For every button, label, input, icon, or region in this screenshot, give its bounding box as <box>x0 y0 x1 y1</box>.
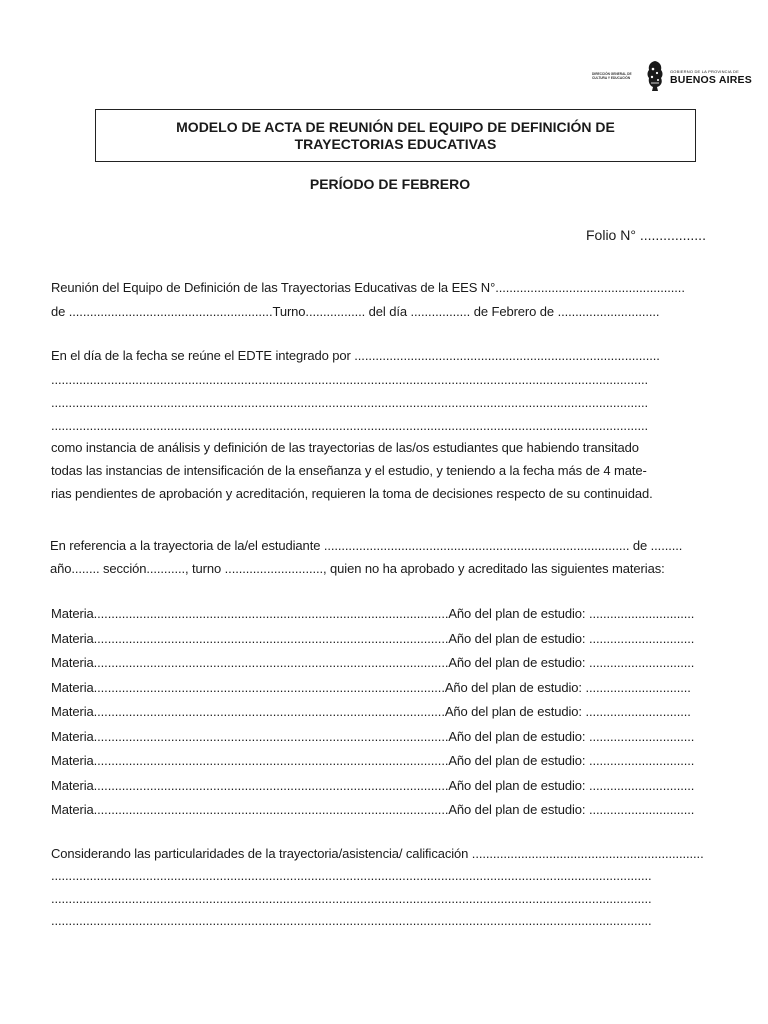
student-details-line: año........ sección..........., turno ............................, quien no ha aprobado y acreditado las siguientes materias: <box>50 561 665 576</box>
materia-row: Materia.....................................................................................................Año del plan de estudio: .............................. <box>51 729 695 744</box>
materia-row: Materia.....................................................................................................Año del plan de estudio: .............................. <box>51 606 695 621</box>
document-title-line-2: TRAYECTORIAS EDUCATIVAS <box>294 135 497 152</box>
student-reference-line: En referencia a la trayectoria de la/el estudiante ....................................................................................... de ......... <box>50 538 683 553</box>
materia-row: Materia....................................................................................................Año del plan de estudio: .............................. <box>51 704 691 719</box>
edte-blank-line: .......................................................................................................................................................................... <box>51 372 649 387</box>
materia-row: Materia....................................................................................................Año del plan de estudio: .............................. <box>51 680 691 695</box>
paragraph-line: rias pendientes de aprobación y acreditación, requieren la toma de decisiones respecto de su continuidad. <box>51 486 653 501</box>
considering-blank-line: ........................................................................................................................................................................... <box>51 913 652 928</box>
edte-blank-line: .......................................................................................................................................................................... <box>51 395 649 410</box>
logo-government-label: GOBIERNO DE LA PROVINCIA DE <box>670 69 739 74</box>
header-logo <box>592 60 752 94</box>
materia-row: Materia.....................................................................................................Año del plan de estudio: .............................. <box>51 753 695 768</box>
materia-row: Materia.....................................................................................................Año del plan de estudio: .............................. <box>51 778 695 793</box>
logo-province-name: BUENOS AIRES <box>670 74 752 86</box>
considering-blank-line: ........................................................................................................................................................................... <box>51 891 652 906</box>
paragraph-line: todas las instancias de intensificación de la enseñanza y el estudio, y teniendo a la fecha más de 4 mate- <box>51 463 647 478</box>
meeting-date-line: de ..........................................................Turno................. del día ................. de Febrero de ............................. <box>51 304 660 319</box>
materia-row: Materia.....................................................................................................Año del plan de estudio: .............................. <box>51 655 695 670</box>
provincial-crest-icon <box>644 60 666 92</box>
paragraph-line: como instancia de análisis y definición de las trayectorias de las/os estudiantes que habiendo transitado <box>51 440 639 455</box>
edte-members-line: En el día de la fecha se reúne el EDTE integrado por ....................................................................................... <box>51 348 660 363</box>
document-title-box <box>95 109 696 162</box>
materia-row: Materia.....................................................................................................Año del plan de estudio: .............................. <box>51 802 695 817</box>
folio-field: Folio N° ................. <box>586 227 706 243</box>
period-heading: PERÍODO DE FEBRERO <box>309 176 471 192</box>
materia-row: Materia.....................................................................................................Año del plan de estudio: .............................. <box>51 631 695 646</box>
document-title-line-1: MODELO DE ACTA DE REUNIÓN DEL EQUIPO DE DEFINICIÓN DE <box>176 118 615 135</box>
meeting-school-line: Reunión del Equipo de Definición de las Trayectorias Educativas de la EES N°...................................................... <box>51 280 685 295</box>
considering-blank-line: ........................................................................................................................................................................... <box>51 868 652 883</box>
edte-blank-line: .......................................................................................................................................................................... <box>51 418 649 433</box>
logo-subtitle: DIRECCIÓN GENERAL DE CULTURA Y EDUCACIÓN <box>592 72 632 80</box>
considering-line: Considerando las particularidades de la trayectoria/asistencia/ calificación .................................................................. <box>51 846 704 861</box>
